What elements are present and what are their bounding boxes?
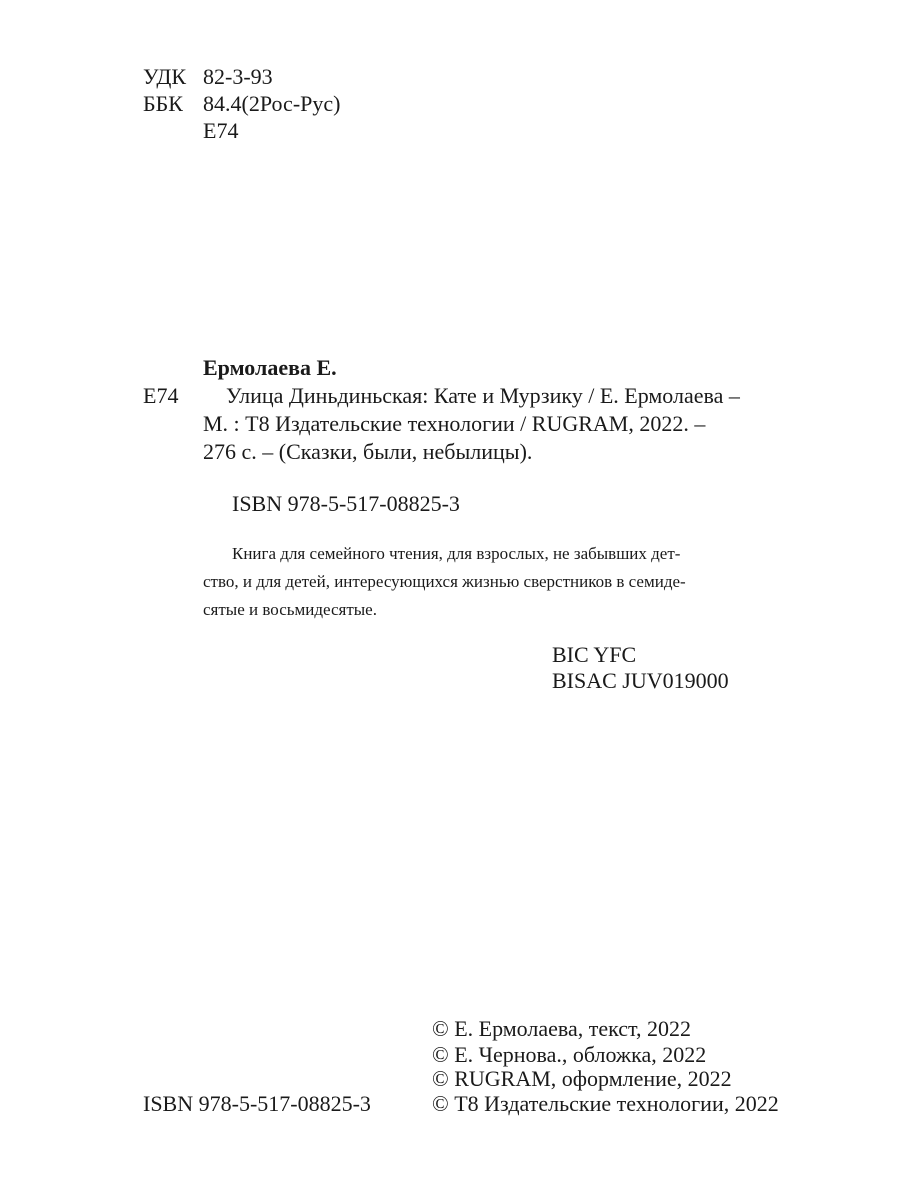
annotation-line-2: ство, и для детей, интересующихся жизнью сверстников в семиде- xyxy=(203,572,686,591)
copyright-line-4: © Т8 Издательские технологии, 2022 xyxy=(432,1091,779,1116)
annotation-line-1: Книга для семейного чтения, для взрослых, не забывших дет- xyxy=(232,544,681,563)
udk-label: УДК xyxy=(143,64,187,89)
copyright-line-3: © RUGRAM, оформление, 2022 xyxy=(432,1066,732,1091)
bisac-code: BISAC JUV019000 xyxy=(552,668,729,693)
udk-value: 82-3-93 xyxy=(203,64,273,89)
description-line-2: М. : Т8 Издательские технологии / RUGRAM, 2022. – xyxy=(203,411,706,436)
side-author-mark: Е74 xyxy=(143,383,179,408)
description-line-1: Улица Диньдиньская: Кате и Мурзику / Е. Ермолаева – xyxy=(226,383,740,408)
isbn-main: ISBN 978-5-517-08825-3 xyxy=(232,491,460,516)
annotation-line-3: сятые и восьмидесятые. xyxy=(203,600,377,619)
udk-line xyxy=(143,64,273,90)
author-mark: Е74 xyxy=(203,118,239,143)
isbn-footer: ISBN 978-5-517-08825-3 xyxy=(143,1091,371,1116)
bbk-value: 84.4(2Рос-Рус) xyxy=(203,91,341,116)
bic-code: BIC YFC xyxy=(552,642,637,667)
bbk-line xyxy=(143,91,340,117)
author-name: Ермолаева Е. xyxy=(203,355,337,380)
copyright-line-2: © Е. Чернова., обложка, 2022 xyxy=(432,1042,707,1067)
bbk-label: ББК xyxy=(143,91,183,116)
description-line-3: 276 с. – (Сказки, были, небылицы). xyxy=(203,439,533,464)
copyright-line-1: © Е. Ермолаева, текст, 2022 xyxy=(432,1016,692,1041)
